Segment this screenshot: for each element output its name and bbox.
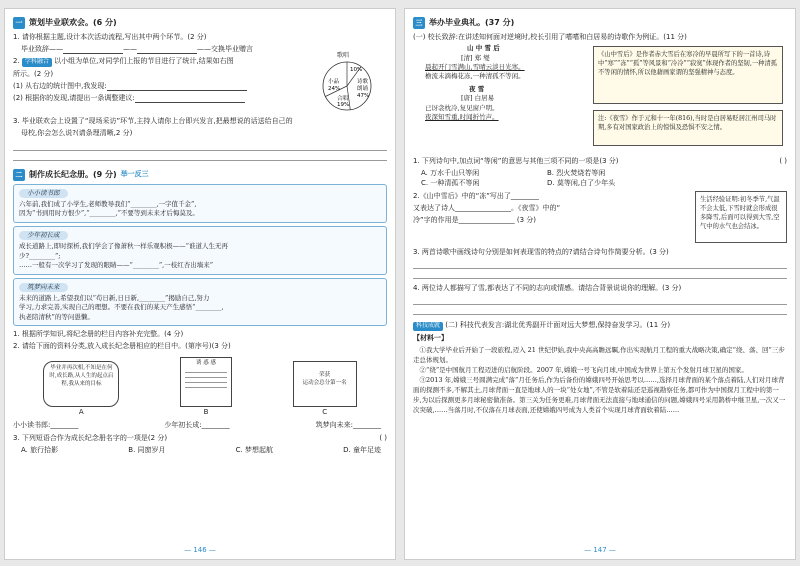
poem-title: 夜 雪: [469, 84, 485, 93]
flow-end: ——交换毕业赠言: [197, 45, 253, 54]
question-text: 1. 根据所学知识,将纪念册的栏目内容补充完整。(4 分): [13, 330, 184, 339]
question-text: 所示。(2 分): [13, 69, 54, 78]
card-text: 未来的道路上,希望我们以“苟日新,日日新,________”揭励自己,努力: [19, 293, 210, 302]
answer-blank[interactable]: [107, 84, 247, 91]
pie-label: 小品: [328, 79, 340, 86]
card-text: 执老陪清秋”的等问愚懒。: [19, 312, 94, 321]
poem-2: [413, 85, 573, 123]
question-text: 1. 下列诗句中,加点词“等闲”的意思与其他三项不同的一项是(3 分): [413, 157, 619, 166]
question-text: 冷”字的作用是________________: [413, 215, 515, 224]
section-number-badge: 一: [13, 17, 25, 29]
poem-1: [413, 44, 573, 82]
speech-bubble-image: 毕业并再次相,不知是在何时,成长路,从人生的起点启程,我从来的目标: [43, 361, 119, 407]
material-images: [13, 353, 387, 417]
option[interactable]: D. 莫等闲,白了少年头: [547, 179, 616, 188]
notebook-title: 诱 惑 感: [195, 360, 216, 367]
growth-card: [13, 226, 387, 275]
poem-author: [清] 郑 燮: [461, 53, 490, 62]
poem-title: 山 中 雪 后: [467, 44, 500, 53]
page-number: — 146 —: [184, 545, 216, 554]
option[interactable]: B. 烈火焚烧若等闲: [547, 169, 606, 178]
certificate-image: [293, 361, 357, 407]
annotation-box: 生活经验证明:初冬季节,气温不会太低,下雪时就会形成很多降雪,后面可以得到大雪,空气中的水气也会结冰。: [695, 191, 787, 243]
certificate-text: 运动会总分第一名: [302, 380, 347, 387]
question-text: 以小组为单位,对同学们上报的节目进行了统计,结果如右图: [54, 57, 234, 66]
card-text: 六年前,我们成了小学生,老师教导我们“________,一字值千金”,: [19, 199, 197, 208]
answer-line[interactable]: [413, 259, 787, 269]
card-text: 少?________”;: [19, 251, 61, 260]
poem-line: 夜深知雪重,时闻折竹声。: [425, 113, 499, 122]
options-grid: [413, 168, 673, 188]
sub-question: (一) 校长致辞:在讲述知何面对逆境时,校长引用了嗜嗜和白居易的诗歌作为例证。(11 分): [413, 33, 687, 41]
classification-fills: [13, 420, 387, 430]
answer-paren[interactable]: ( ): [779, 157, 787, 166]
answer-line[interactable]: [13, 151, 387, 161]
option[interactable]: A. 万水千山只等闲: [421, 169, 480, 178]
material-c: [293, 361, 357, 417]
question-text: (2) 根据你的发现,请提出一条调整建议:: [13, 94, 135, 103]
section-title: 制作成长纪念册。(9 分): [29, 169, 117, 179]
question-text: 母校,你会怎么说?(请条理清晰,2 分): [21, 129, 133, 138]
pie-label: 24%: [328, 86, 341, 93]
answer-blank[interactable]: [135, 96, 245, 103]
page-number: — 147 —: [584, 545, 616, 554]
practice-tag: 举一反三: [120, 170, 149, 179]
section-number-badge: 二: [13, 169, 25, 181]
answer-line[interactable]: [413, 295, 787, 305]
pie-label: 合唱: [337, 96, 349, 103]
option[interactable]: D. 童年足迹: [343, 445, 381, 454]
image-label: B: [203, 408, 209, 417]
poem-line: 檐流未滴梅花冻,一种清孤不等闲。: [425, 72, 525, 81]
pie-title: 歌唱: [337, 52, 350, 60]
sub-question: (二) 科技代表发言:湖北优秀副开计面对远大梦想,保持奋发学习。(11 分): [445, 320, 671, 329]
material-b: [180, 357, 232, 417]
option[interactable]: C. 一种清孤不等闲: [421, 179, 480, 188]
sub-question-2: [413, 320, 787, 331]
card-text: 成长道路上,即时探析,我们学会了像萧秋一样乐观积极——“谁道人生无再: [19, 242, 228, 251]
card-text: 因为“书到用时方恨少”,“________,”不要等到未来才后悔莫及。: [19, 209, 199, 218]
flow-start: 毕业致辞——: [21, 45, 63, 54]
image-label: A: [78, 408, 84, 417]
question-text: (1) 从右边的统计图中,我发现:: [13, 82, 107, 91]
answer-line[interactable]: [413, 305, 787, 315]
notebook-image: [180, 357, 232, 407]
section-1-heading: [13, 17, 387, 29]
poem-author: [唐] 白居易: [461, 94, 495, 103]
question-text: 又表达了诗人________________。《夜雪》中的“: [413, 203, 561, 212]
paragraph: ②“绕”是中国航月工程迈进的启航阶段。2007 年,嫦娥一号飞向月球,中国成为世界上第五个发射月球卫星的国家。: [419, 365, 748, 374]
flow-line: 毕业致辞—— —— ——交换毕业赠言: [21, 45, 253, 54]
card-text: ……一般有一次学习了发现的眼睛——“________”,一枝红杏出墙来”: [19, 261, 214, 270]
certificate-text: 荣获: [319, 372, 331, 379]
right-page: [404, 8, 796, 560]
section-title: 举办毕业典礼。(37 分): [429, 18, 515, 28]
material-text: [413, 345, 787, 423]
section-number-badge: 三: [413, 17, 425, 29]
pie-label: 47%: [357, 93, 370, 100]
fill-blank[interactable]: 少年初长成:________: [164, 421, 230, 430]
section-2-heading: [13, 169, 387, 181]
fill-blank[interactable]: 筑梦向未来:________: [315, 421, 381, 430]
options-row: [13, 445, 387, 455]
question-2-block: [413, 191, 787, 245]
future-card: [13, 278, 387, 327]
pie-chart: [313, 50, 389, 116]
pie-label: 19%: [337, 102, 350, 109]
card-title: 筑梦向未来: [19, 283, 68, 292]
answer-blank[interactable]: [137, 47, 197, 54]
question-text: 2. 请给下面的资料分类,放入成长纪念册相应的栏目中。(第序号)(3 分): [13, 342, 231, 351]
score: (3 分): [516, 215, 537, 224]
question-text: 1. 请你根据主题,设计本次活动流程,写出其中两个环节。(2 分): [13, 33, 207, 41]
fill-blank[interactable]: 小小读书郎:________: [13, 421, 79, 430]
question-text: 4. 两位诗人都描写了雪,都表达了不同的志向或情感。请结合背景说说你的理解。(3 分): [413, 283, 682, 292]
card-text: 学习,力求完善,实现自己的理想。不要在我们的某天产生感悟“________,: [19, 303, 224, 312]
section-title: 策划毕业联欢会。(6 分): [29, 18, 117, 28]
material-a: [43, 361, 119, 417]
option[interactable]: C. 梦想起航: [235, 445, 274, 454]
paragraph: ③2013 年,嫦娥三号圆满完成“落”月任务后,作为后备份的嫦娥四号开始思考以……,选择月球背面的某个落点着陆,人们对月球背面的探测不多,不解其土,月球背面一直是地球人的一块“处女地”,不管是软着陆还是巡视勘察任务,都可作为中国探月工程中的第一步,为以后探测更多月球秘密做准备。第三关为任务更难,月球背面无法直接与地球通信的问题,嫦娥四号采用鹊桥中继卫星,一次又一次突破,……当落月时,不仅落在月球表面,还使嫦娥四号成为人类首个实现月球背面软着陆……: [413, 375, 786, 415]
question-text: 2.《山中雪后》中的“冻”写出了________: [413, 191, 539, 200]
image-label: C: [322, 408, 328, 417]
poem-line: 晨起开门雪满山,雪晴云淡日光寒。: [425, 62, 525, 71]
pie-label: 10%: [350, 67, 363, 74]
card-title: 少年初长成: [19, 231, 68, 240]
option[interactable]: A. 旅行拾影: [21, 445, 59, 454]
question-text: 3. 两首诗歌中画线诗句分别是如何表现雪的特点的?请结合诗句作简要分析。(3 分): [413, 247, 669, 256]
annotation-box: 注:《夜雪》作于元和十一年(816),当时是白居易贬居江州司马时期,多有对国家政治上的惊惧及恐惧不安之情。: [593, 110, 783, 146]
paragraph: ①我大学毕业后开始了一段旅程,迈入 21 世纪伊始,我中央高高瞻远瞩,作出实现航月工程的重大战略决策,确定“绕、落、回”三步走总体规划。: [413, 345, 785, 364]
subject-tag: 学科融合: [22, 58, 52, 67]
question-text: 3. 下列短语合作为成长纪念册名字的一项是(2 分): [13, 433, 168, 442]
pie-label: 朗诵: [357, 86, 369, 93]
material-heading: 【材料一】: [413, 333, 448, 342]
annotation-box: 《山中雪后》是作者赤大雪后在寒冷的早晨所写下的一首诗,诗中“寒”“冻”“孤”等风景和“冷冷”“寂寞”体现作者的坚韧,一种清孤不等闲的情怀,所以他藉画家谓的坚强精神与态度。: [593, 46, 783, 104]
answer-blank[interactable]: [63, 47, 123, 54]
poem-line: 已讶衾枕冷,复见窗户明。: [425, 103, 499, 112]
subject-tag: 科技成就: [413, 322, 443, 331]
question-text: 3. 毕业联欢会上设置了“现场采访”环节,主持人请你上台即兴发言,把最想说的话送给自己的: [13, 117, 293, 126]
poems-block: [413, 44, 787, 154]
option[interactable]: B. 同窗岁月: [128, 445, 166, 454]
answer-line[interactable]: [413, 269, 787, 279]
left-page: [4, 8, 396, 560]
answer-paren[interactable]: ( ): [379, 433, 387, 442]
section-3-heading: [413, 17, 787, 29]
question-2-block: 2. 学科融合 以小组为单位,对同学们上报的节目进行了统计,结果如右图 所示。(2 分) (1) 从右边的统计图中,我发现: (2) 根据你的发现,请提出一条调整建议: 歌唱 10% 诗歌 朗诵 47% 小品 24% 合唱 19%: [13, 56, 387, 114]
reading-card: [13, 184, 387, 223]
answer-line[interactable]: [13, 141, 387, 151]
card-title: 小小读书郎: [19, 189, 68, 198]
pie-label: 诗歌: [357, 79, 369, 86]
